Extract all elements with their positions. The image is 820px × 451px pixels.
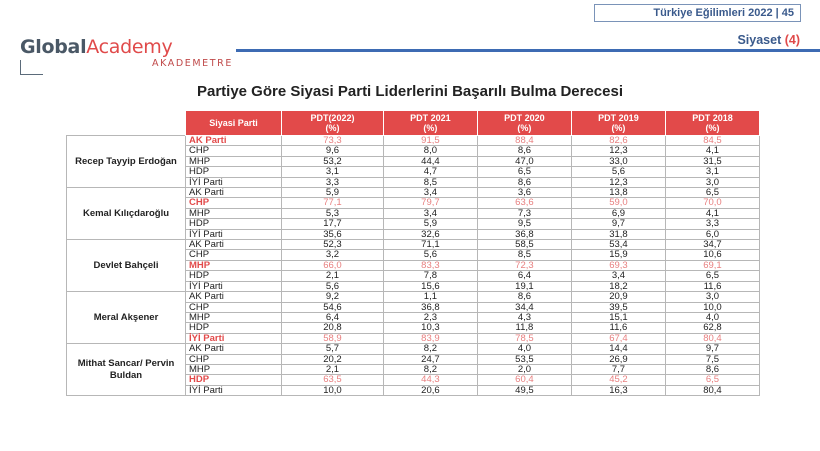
- party-name: HDP: [186, 271, 282, 281]
- table-row: [67, 292, 760, 302]
- value-cell: 6,4: [282, 312, 384, 322]
- value-cell: 5,3: [282, 208, 384, 218]
- value-cell: 54,6: [282, 302, 384, 312]
- value-cell: 20,6: [383, 385, 477, 395]
- party-name: İYİ Parti: [186, 229, 282, 239]
- value-cell: 60,4: [477, 375, 571, 385]
- value-cell: 3,4: [383, 208, 477, 218]
- value-cell: 16,3: [571, 385, 665, 395]
- value-cell: 12,3: [571, 146, 665, 156]
- logo-bracket-icon: [20, 60, 43, 75]
- value-cell: 3,0: [665, 177, 759, 187]
- value-cell: 4,3: [477, 312, 571, 322]
- party-name: İYİ Parti: [186, 281, 282, 291]
- value-cell: 35,6: [282, 229, 384, 239]
- value-cell: 26,9: [571, 354, 665, 364]
- value-cell: 79,7: [383, 198, 477, 208]
- value-cell: 8,2: [383, 344, 477, 354]
- value-cell: 63,6: [477, 198, 571, 208]
- value-cell: 8,5: [477, 250, 571, 260]
- value-cell: 5,6: [571, 167, 665, 177]
- value-cell: 3,3: [665, 219, 759, 229]
- value-cell: 53,5: [477, 354, 571, 364]
- value-cell: 9,7: [571, 219, 665, 229]
- value-cell: 20,9: [571, 292, 665, 302]
- table-row: [67, 188, 760, 198]
- table-row: [67, 240, 760, 250]
- column-header: PDT 2021 (%): [383, 111, 477, 136]
- value-cell: 5,7: [282, 344, 384, 354]
- value-cell: 44,4: [383, 156, 477, 166]
- value-cell: 32,6: [383, 229, 477, 239]
- value-cell: 3,4: [571, 271, 665, 281]
- value-cell: 5,9: [282, 188, 384, 198]
- value-cell: 17,7: [282, 219, 384, 229]
- value-cell: 8,2: [383, 364, 477, 374]
- value-cell: 53,2: [282, 156, 384, 166]
- value-cell: 8,5: [383, 177, 477, 187]
- value-cell: 72,3: [477, 260, 571, 270]
- value-cell: 5,6: [282, 281, 384, 291]
- table-row: [67, 136, 760, 146]
- value-cell: 80,4: [665, 385, 759, 395]
- value-cell: 2,1: [282, 364, 384, 374]
- leader-name: Devlet Bahçeli: [67, 240, 186, 292]
- party-name: AK Parti: [186, 188, 282, 198]
- value-cell: 4,7: [383, 167, 477, 177]
- value-cell: 36,8: [383, 302, 477, 312]
- party-name: AK Parti: [186, 292, 282, 302]
- leader-name: Kemal Kılıçdaroğlu: [67, 188, 186, 240]
- value-cell: 4,1: [665, 146, 759, 156]
- leader-name: Meral Akşener: [67, 292, 186, 344]
- column-header: PDT 2019 (%): [571, 111, 665, 136]
- value-cell: 4,1: [665, 208, 759, 218]
- party-name: HDP: [186, 375, 282, 385]
- value-cell: 6,4: [477, 271, 571, 281]
- report-label: Türkiye Eğilimleri 2022 | 45: [594, 4, 801, 22]
- value-cell: 58,9: [282, 333, 384, 343]
- value-cell: 7,8: [383, 271, 477, 281]
- value-cell: 3,0: [665, 292, 759, 302]
- value-cell: 52,3: [282, 240, 384, 250]
- value-cell: 14,4: [571, 344, 665, 354]
- value-cell: 5,9: [383, 219, 477, 229]
- value-cell: 77,1: [282, 198, 384, 208]
- value-cell: 47,0: [477, 156, 571, 166]
- value-cell: 12,3: [571, 177, 665, 187]
- value-cell: 11,8: [477, 323, 571, 333]
- value-cell: 15,9: [571, 250, 665, 260]
- value-cell: 10,0: [282, 385, 384, 395]
- value-cell: 20,2: [282, 354, 384, 364]
- results-table: [66, 110, 760, 396]
- value-cell: 3,4: [383, 188, 477, 198]
- value-cell: 5,6: [383, 250, 477, 260]
- value-cell: 88,4: [477, 136, 571, 146]
- value-cell: 6,5: [477, 167, 571, 177]
- value-cell: 63,5: [282, 375, 384, 385]
- value-cell: 8,6: [477, 177, 571, 187]
- value-cell: 8,0: [383, 146, 477, 156]
- value-cell: 15,6: [383, 281, 477, 291]
- header-divider: [236, 49, 820, 52]
- value-cell: 6,5: [665, 188, 759, 198]
- party-name: CHP: [186, 250, 282, 260]
- column-header: PDT 2020 (%): [477, 111, 571, 136]
- party-name: MHP: [186, 364, 282, 374]
- party-name: CHP: [186, 146, 282, 156]
- party-name: İYİ Parti: [186, 385, 282, 395]
- logo-wordmark: GlobalAcademy: [20, 36, 173, 58]
- party-name: MHP: [186, 312, 282, 322]
- value-cell: 66,0: [282, 260, 384, 270]
- value-cell: 19,1: [477, 281, 571, 291]
- value-cell: 36,8: [477, 229, 571, 239]
- value-cell: 10,0: [665, 302, 759, 312]
- header-blank-cell: [67, 111, 186, 136]
- value-cell: 44,3: [383, 375, 477, 385]
- value-cell: 91,5: [383, 136, 477, 146]
- value-cell: 70,0: [665, 198, 759, 208]
- value-cell: 34,4: [477, 302, 571, 312]
- value-cell: 39,5: [571, 302, 665, 312]
- column-header: PDT(2022) (%): [282, 111, 384, 136]
- value-cell: 45,2: [571, 375, 665, 385]
- party-name: İYİ Parti: [186, 333, 282, 343]
- value-cell: 69,1: [665, 260, 759, 270]
- value-cell: 6,5: [665, 375, 759, 385]
- value-cell: 10,3: [383, 323, 477, 333]
- value-cell: 84,5: [665, 136, 759, 146]
- value-cell: 3,1: [665, 167, 759, 177]
- value-cell: 67,4: [571, 333, 665, 343]
- value-cell: 80,4: [665, 333, 759, 343]
- value-cell: 11,6: [665, 281, 759, 291]
- value-cell: 83,3: [383, 260, 477, 270]
- value-cell: 7,7: [571, 364, 665, 374]
- value-cell: 2,1: [282, 271, 384, 281]
- value-cell: 62,8: [665, 323, 759, 333]
- table-row: [67, 344, 760, 354]
- value-cell: 78,5: [477, 333, 571, 343]
- value-cell: 59,0: [571, 198, 665, 208]
- party-name: MHP: [186, 208, 282, 218]
- party-name: AK Parti: [186, 240, 282, 250]
- value-cell: 1,1: [383, 292, 477, 302]
- value-cell: 18,2: [571, 281, 665, 291]
- logo-subtitle: AKADEMETRE: [152, 58, 233, 69]
- value-cell: 6,5: [665, 271, 759, 281]
- party-name: MHP: [186, 260, 282, 270]
- value-cell: 2,3: [383, 312, 477, 322]
- party-name: AK Parti: [186, 344, 282, 354]
- party-name: CHP: [186, 302, 282, 312]
- value-cell: 8,6: [477, 146, 571, 156]
- global-academy-logo: [20, 36, 240, 76]
- table-body: [67, 136, 760, 396]
- party-name: MHP: [186, 156, 282, 166]
- value-cell: 15,1: [571, 312, 665, 322]
- value-cell: 9,5: [477, 219, 571, 229]
- value-cell: 9,6: [282, 146, 384, 156]
- value-cell: 6,0: [665, 229, 759, 239]
- party-name: AK Parti: [186, 136, 282, 146]
- value-cell: 34,7: [665, 240, 759, 250]
- column-header: PDT 2018 (%): [665, 111, 759, 136]
- value-cell: 31,8: [571, 229, 665, 239]
- table-header-row: [67, 111, 760, 136]
- party-name: HDP: [186, 219, 282, 229]
- value-cell: 3,2: [282, 250, 384, 260]
- value-cell: 9,7: [665, 344, 759, 354]
- value-cell: 13,8: [571, 188, 665, 198]
- value-cell: 83,9: [383, 333, 477, 343]
- party-name: HDP: [186, 167, 282, 177]
- party-name: HDP: [186, 323, 282, 333]
- value-cell: 71,1: [383, 240, 477, 250]
- value-cell: 3,3: [282, 177, 384, 187]
- party-name: CHP: [186, 198, 282, 208]
- section-label: Siyaset (4): [737, 33, 800, 47]
- value-cell: 3,1: [282, 167, 384, 177]
- value-cell: 82,6: [571, 136, 665, 146]
- leader-name: Mithat Sancar/ Pervin Buldan: [67, 344, 186, 396]
- value-cell: 7,5: [665, 354, 759, 364]
- page-title: Partiye Göre Siyasi Parti Liderlerini Başarılı Bulma Derecesi: [196, 83, 624, 100]
- value-cell: 49,5: [477, 385, 571, 395]
- value-cell: 3,6: [477, 188, 571, 198]
- value-cell: 10,6: [665, 250, 759, 260]
- value-cell: 58,5: [477, 240, 571, 250]
- value-cell: 33,0: [571, 156, 665, 166]
- value-cell: 11,6: [571, 323, 665, 333]
- party-name: İYİ Parti: [186, 177, 282, 187]
- value-cell: 4,0: [477, 344, 571, 354]
- value-cell: 20,8: [282, 323, 384, 333]
- value-cell: 53,4: [571, 240, 665, 250]
- value-cell: 8,6: [665, 364, 759, 374]
- leader-name: Recep Tayyip Erdoğan: [67, 136, 186, 188]
- value-cell: 7,3: [477, 208, 571, 218]
- value-cell: 73,3: [282, 136, 384, 146]
- party-column-header: Siyasi Parti: [186, 111, 282, 136]
- value-cell: 69,3: [571, 260, 665, 270]
- value-cell: 24,7: [383, 354, 477, 364]
- value-cell: 2,0: [477, 364, 571, 374]
- party-name: CHP: [186, 354, 282, 364]
- value-cell: 8,6: [477, 292, 571, 302]
- value-cell: 9,2: [282, 292, 384, 302]
- value-cell: 6,9: [571, 208, 665, 218]
- value-cell: 31,5: [665, 156, 759, 166]
- value-cell: 4,0: [665, 312, 759, 322]
